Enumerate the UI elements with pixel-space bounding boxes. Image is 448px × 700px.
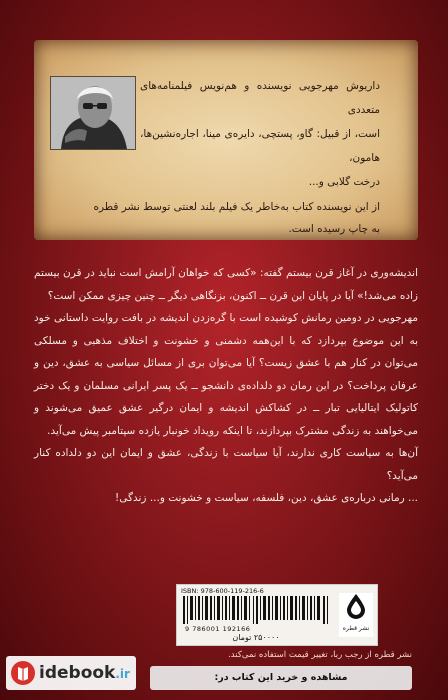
idebook-watermark[interactable] bbox=[6, 656, 136, 690]
book-blurb bbox=[34, 262, 418, 510]
publisher-name: نشر قطره bbox=[342, 625, 370, 632]
barcode-digits: 9 786001 192166 bbox=[185, 625, 251, 633]
brand-ext: .ir bbox=[115, 667, 130, 681]
bio-line: داریوش مهرجویی نویسنده و هم‌نویس فیلمنامه‌های متعددی bbox=[140, 80, 380, 116]
price-label: ۲۵۰۰۰۰ تومان bbox=[232, 633, 280, 642]
blurb-paragraph: آن‌ها به سیاست کاری ندارند، آیا سیاست با زندگی، عشق و ایمان این دو دلداده کنار می‌آید؟ bbox=[34, 447, 418, 482]
author-bio-text-continued bbox=[52, 196, 380, 240]
author-photo bbox=[50, 76, 136, 150]
idebook-logo-icon bbox=[10, 660, 36, 686]
author-bio-text bbox=[140, 74, 380, 194]
publisher-drop-icon bbox=[344, 593, 368, 619]
footer-note: نشر قطره از رجب ربا، تغییر قیمت استفاده نمی‌کند. bbox=[228, 650, 412, 660]
isbn-label: ISBN: 978-600-119-216-6 bbox=[181, 587, 264, 595]
bio-line: از این نویسنده کتاب به‌خاطر یک فیلم بلند لعنتی توسط نشر قطره bbox=[93, 201, 380, 213]
brand-name: idebook bbox=[39, 663, 116, 683]
bio-line: درخت گلابی و... bbox=[308, 176, 380, 188]
blurb-paragraph: مهرجویی در دومین رمانش کوشیده است با گره‌زدن اندیشه در بافت روایت داستانی خود به این موضوع بپردازد که با این‌همه دشمنی و خشونت و اختلاف مذهبی و مسلکی می‌توان در کنار هم با عشق زیست؟ آیا می‌توان بری از مسائل سیاسی به عشق، دین و عرفان پرداخت؟ در این رمان دو دلداده‌ی دانشجو ــ یک پسر ایرانی مسلمان و یک دختر کاتولیک ایتالیایی تبار ــ در کشاکش اندیشه و ایمان درگیر عشق عمیق می‌شوند و می‌خواهند به زندگی مشترک بپردازند، تا اینکه رویداد خونبار یازده سپتامبر پیش می‌آید. bbox=[34, 312, 418, 437]
barcode-bars bbox=[183, 596, 331, 624]
bio-line: به چاپ رسیده است. bbox=[288, 223, 380, 235]
bio-line: است، از قبیل: گاو، پستچی، دایره‌ی مینا، اجاره‌نشین‌ها، هامون، bbox=[140, 128, 380, 164]
blurb-paragraph: اندیشه‌وری در آغاز قرن بیستم گفته: «کسی که خواهان آرامش است نباید در قرن بیستم زاده می‌شد!» آیا در پایان این قرن ــ اکنون، بزنگاهی دیگر ــ چنین چیزی ممکن است؟ bbox=[34, 267, 418, 302]
barcode-box bbox=[176, 584, 378, 646]
publisher-logo bbox=[339, 593, 373, 637]
blurb-paragraph: ... رمانی درباره‌ی عشق، دین، فلسفه، سیاست و خشونت و... زندگی! bbox=[115, 492, 418, 504]
buy-banner[interactable]: مشاهده و خرید این کتاب در: bbox=[150, 666, 412, 690]
idebook-brand-text bbox=[39, 663, 130, 683]
